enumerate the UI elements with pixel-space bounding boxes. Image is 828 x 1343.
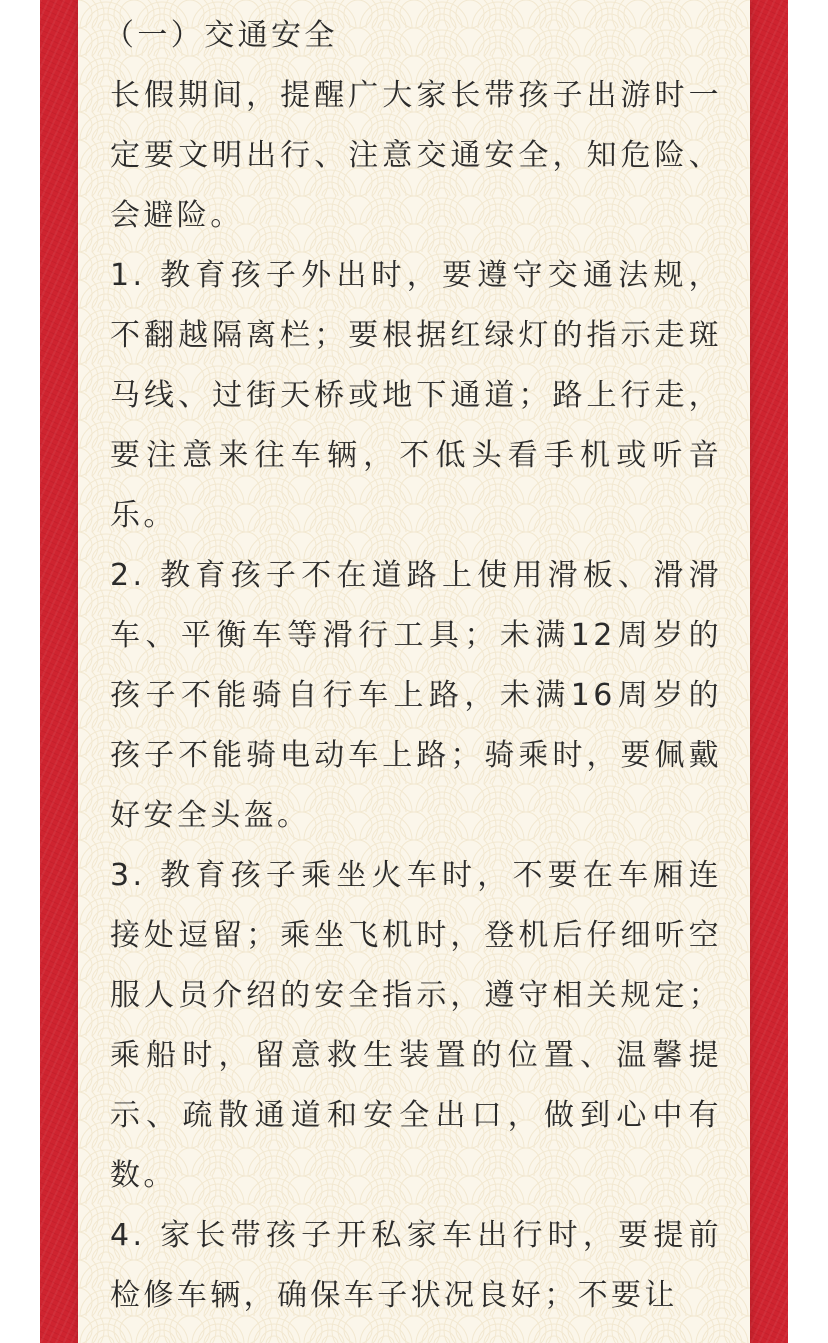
list-item-2: 2. 教育孩子不在道路上使用滑板、滑滑车、平衡车等滑行工具；未满12周岁的孩子不能骑自行车上路，未满16周岁的孩子不能骑电动车上路；骑乘时，要佩戴好安全头盔。 [110,558,722,833]
list-item-1: 1. 教育孩子外出时，要遵守交通法规，不翻越隔离栏；要根据红绿灯的指示走斑马线、过街天桥或地下通道；路上行走，要注意来往车辆，不低头看手机或听音乐。 [110,258,722,533]
list-item-3: 3. 教育孩子乘坐火车时，不要在车厢连接处逗留；乘坐飞机时，登机后仔细听空服人员介绍的安全指示，遵守相关规定；乘船时，留意救生装置的位置、温馨提示、疏散通道和安全出口，做到心中有数。 [110,858,722,1193]
article-content [104,6,722,1326]
intro-paragraph: 长假期间，提醒广大家长带孩子出游时一定要文明出行、注意交通安全，知危险、会避险。 [110,78,722,233]
section-heading: （一）交通安全 [104,18,338,53]
list-item-4: 4. 家长带孩子开私家车出行时，要提前检修车辆，确保车子状况良好；不要让 [110,1218,722,1313]
